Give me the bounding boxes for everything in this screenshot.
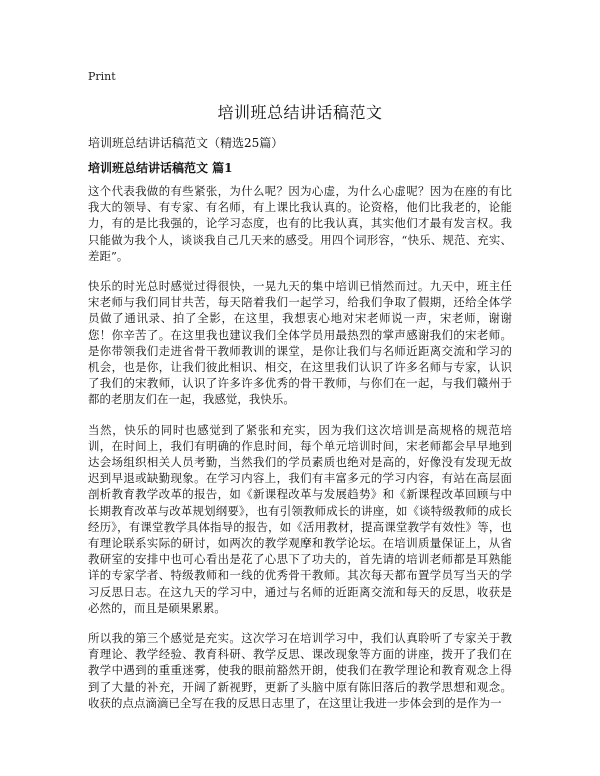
paragraph-2: 快乐的时光总时感觉过得很快，一晃九天的集中培训已悄然而过。九天中，班主任宋老师与我们同甘共苦，每天陪着我们一起学习，给我们争取了假期，还给全体学员做了通讯录、拍了全影，在这里，我想衷心地对宋老师说一声，宋老师，谢谢您！你辛苦了。在这里我也建议我们全体学员用最热烈的掌声感谢我们的宋老师。是你带领我们走进省骨干教师教训的课堂，是你让我们与名师近距离交流和学习的机会，也是你，让我们彼此相识、相交，在这里我们认识了许多名师与专家，认识了我们的宋教师，认识了许多许多优秀的骨干教师，与你们在一起，与我们赣州于都的老朋友们在一起，我感觉，我快乐。 [88, 279, 512, 407]
paragraph-4: 所以我的第三个感觉是充实。这次学习在培训学习中，我们认真聆听了专家关于教育理论、教学经验、教育科研、教学反思、课改现象等方面的讲座，拨开了我们在教学中遇到的重重迷雾，使我的眼前豁然开朗，使我们在教学理论和教育观念上得到了大量的补充，开阔了新视野，更新了头脑中原有陈旧落后的教学思想和观念。收获的点点滴滴已全写在我的反思日志里了，在这里让我进一步体会到的是作为一 [88, 631, 512, 710]
article-body [88, 183, 512, 725]
print-link[interactable]: Print [88, 70, 116, 83]
paragraph-3: 当然，快乐的同时也感觉到了紧张和充实，因为我们这次培训是高规格的规范培训，在时间上，我们有明确的作息时间，每个单元培训时间，宋老师都会早早地到达会场组织相关人员考勤，当然我们的学员素质也绝对是高的，好像没有发现无故迟到早退或缺勤现象。在学习内容上，我们有丰富多元的学习内容，有站在高层面剖析教育教学改革的报告，如《新课程改革与发展趋势》和《新课程改革回顾与中长期教育改革与改革规划纲要》，也有引领教师成长的讲座，如《谈特级教师的成长经历》，有课堂教学具体指导的报告，如《活用教材，提高课堂教学有效性》等，也有理论联系实际的研讨，如两次的教学观摩和教学论坛。在培训质量保证上，从省教研室的安排中也可心看出是花了心思下了功夫的，首先请的培训老师都是耳熟能详的专家学者、特级教师和一线的优秀骨干教师。其次每天都布置学员写当天的学习反思日志。在这九天的学习中，通过与名师的近距离交流和每天的反思，收获是必然的，而且是硕果累累。 [88, 422, 512, 615]
paragraph-1: 这个代表我做的有些紧张，为什么呢？因为心虚，为什么心虚呢？因为在座的有比我大的领导、有专家、有名师，有上课比我认真的。论资格，他们比我老的，论能力，有的是比我强的，论学习态度，也有的比我认真，其实他们才最有发言权。我只能做为我个人，谈谈我自己几天来的感受。用四个词形容，“快乐、规范、充实、差距”。 [88, 184, 512, 263]
page-title: 培训班总结讲话稿范文 [217, 103, 383, 122]
section-heading: 培训班总结讲话稿范文 篇1 [88, 161, 233, 175]
document-subtitle: 培训班总结讲话稿范文（精选25篇） [88, 136, 284, 150]
